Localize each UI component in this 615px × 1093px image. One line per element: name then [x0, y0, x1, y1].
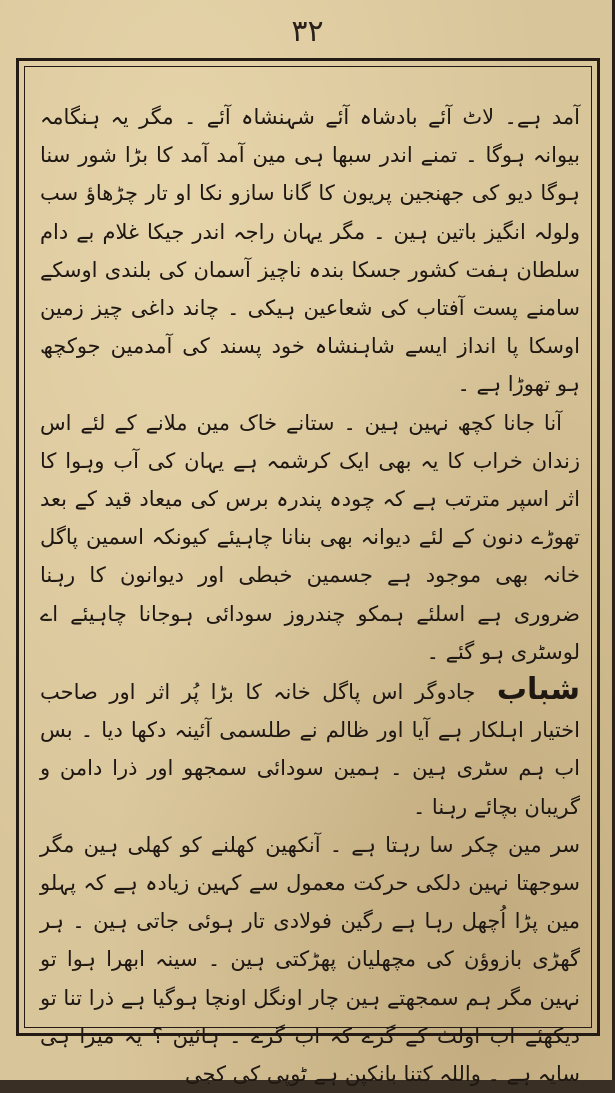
paragraph-text: آمد ہے۔ لاٹ آئے بادشاہ آئے شہنشاہ آئے ۔ مگر یہ ہنگامہ بیوانہ ہوگا ۔ تمنے اندر سبھا ہی مین آمد آمد کا بڑا شور سنا ہوگا دیو کی جھنجین پریون کا گانا سازو نکا او تار چڑھاؤ سب ولولہ انگیز باتین ہین ۔ مگر یہان راجہ اندر جیکا غلام بے دام سلطان ہفت کشور جسکا بندہ ناچیز آسمان کی بلندی اوسکے سامنے پست آفتاب کی شعاعین ہیکی ۔ چاند داغی چیز زمین اوسکا پا انداز ایسے شاہنشاہ خود پسند کی آمدمین جوکچھ ہو تھوڑا ہے ۔ [40, 105, 580, 397]
paragraph-text: سر مین چکر سا رہتا ہے ۔ آنکھین کھلنے کو کھلی ہین مگر سوجھتا نہین دلکی حرکت معمول سے کہین زیادہ ہے کہ پہلو مین پڑا اُچھل رہا ہے رگین فولادی تار ہوئی جاتی ہین ۔ ہر گھڑی بازوؤن کی مچھلیان پھڑکتی ہین ۔ سینہ ابھرا ہوا تو نہین مگر ہم سمجھتے ہین چار اونگل اونچا ہوگیا ہے ذرا تنا تو دیکھئے اب اولٹ کے گرے کہ اب گرے ۔ ہائین ؟ یہ میرا ہی سایہ ہے ۔ واللہ کتنا بانکپن ہے ٹوپی کی کجی [40, 832, 580, 1087]
paragraph-text: آنا جانا کچھ نہین ہین ۔ ستانے خاک مین ملانے کے لئے اس زندان خراب کا یہ بھی ایک کرشمہ ہے یہان کی آب وہوا کا اثر اسپر مترتب ہے کہ چودہ پندرہ برس کی میعاد قید کے بعد تھوڑے دنون کے لئے دیوانہ بھی بنانا چاہیئے کیونکہ اسمین پاگل خانہ بھی موجود ہے جسمین خبطی اور دیوانون کا رہنا ضروری ہے اسلئے ہمکو چندروز سودائی ہوجانا چاہیئے اے لوسٹری ہو گئے ۔ [40, 410, 580, 664]
speaker-name: شباب [496, 672, 580, 708]
paragraph [40, 826, 580, 1093]
page-number: ۳۲ [291, 14, 324, 49]
paragraph [40, 671, 580, 826]
body-text [40, 98, 580, 1093]
paragraph [40, 404, 580, 671]
paragraph-text: جادوگر اس پاگل خانہ کا بڑا پُر اثر اور صاحب اختیار اہلکار ہے آیا اور ظالم نے طلسمی آئینہ دکھا دیا ۔ بس اب ہم سٹری ہین ۔ ہمین سودائی سمجھو اور ذرا دامن و گریبان بچائے رہنا ۔ [40, 680, 580, 819]
paragraph [40, 98, 580, 404]
